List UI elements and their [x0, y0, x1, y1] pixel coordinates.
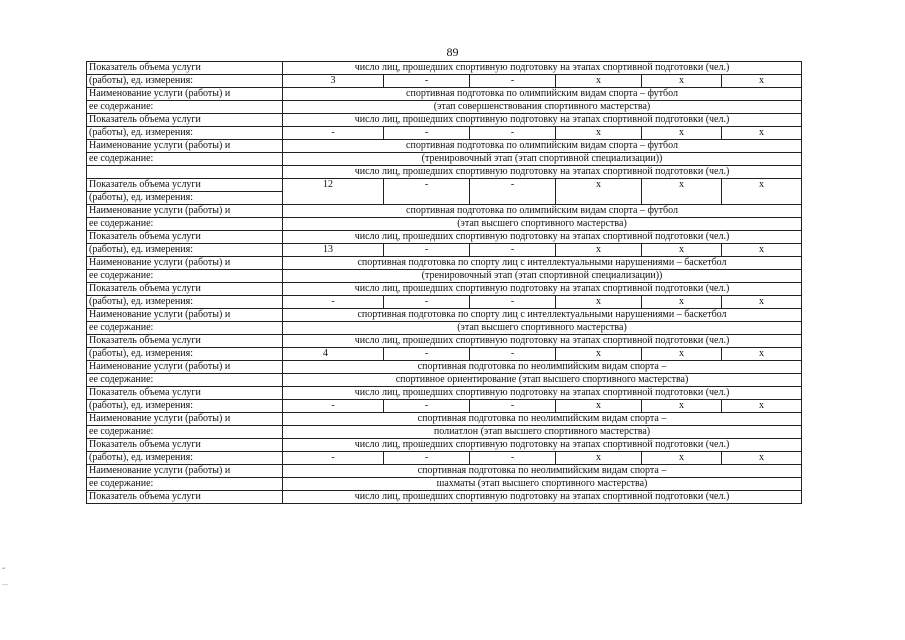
page-number: 89: [446, 45, 459, 59]
row-label: (работы), ед. измерения:: [87, 192, 283, 205]
value-cell: -: [470, 75, 556, 88]
row-label: Наименование услуги (работы) и: [87, 88, 283, 101]
value-cell: х: [556, 244, 642, 257]
values-row: [87, 244, 802, 257]
indicator-row: [87, 335, 802, 348]
indicator-row: [87, 166, 802, 179]
values-row: [87, 75, 802, 88]
value-cell: х: [642, 400, 722, 413]
row-label: (работы), ед. измерения:: [87, 348, 283, 361]
service-name-text: шахматы (этап высшего спортивного мастерства): [283, 478, 802, 491]
row-label: (работы), ед. измерения:: [87, 296, 283, 309]
indicator-text: число лиц, прошедших спортивную подготовку на этапах спортивной подготовки (чел.): [283, 335, 802, 348]
service-name-text: спортивная подготовка по олимпийским видам спорта – футбол: [283, 140, 802, 153]
value-cell: -: [384, 452, 470, 465]
table-body: [87, 62, 802, 504]
values-row: [87, 348, 802, 361]
value-cell: х: [642, 348, 722, 361]
row-label: ее содержание:: [87, 478, 283, 491]
margin-mark: —: [2, 582, 8, 588]
row-label: ее содержание:: [87, 270, 283, 283]
indicator-row: [87, 491, 802, 504]
value-cell: х: [556, 127, 642, 140]
value-cell: -: [470, 296, 556, 309]
value-cell: х: [556, 400, 642, 413]
service-name-row: [87, 374, 802, 387]
value-cell: х: [642, 296, 722, 309]
row-label: Наименование услуги (работы) и: [87, 205, 283, 218]
indicator-text: число лиц, прошедших спортивную подготовку на этапах спортивной подготовки (чел.): [283, 439, 802, 452]
row-label: Показатель объема услуги: [87, 179, 283, 192]
row-label: (работы), ед. измерения:: [87, 127, 283, 140]
indicator-text: число лиц, прошедших спортивную подготовку на этапах спортивной подготовки (чел.): [283, 166, 802, 179]
value-cell: -: [384, 127, 470, 140]
value-cell: х: [556, 75, 642, 88]
value-cell: -: [283, 127, 384, 140]
row-label: (работы), ед. измерения:: [87, 452, 283, 465]
values-row: [87, 127, 802, 140]
row-label: ее содержание:: [87, 322, 283, 335]
row-label: Наименование услуги (работы) и: [87, 361, 283, 374]
row-label: Наименование услуги (работы) и: [87, 140, 283, 153]
row-label: Наименование услуги (работы) и: [87, 309, 283, 322]
service-name-text: спортивная подготовка по олимпийским видам спорта – футбол: [283, 88, 802, 101]
indicator-row: [87, 439, 802, 452]
value-cell: -: [470, 400, 556, 413]
value-cell: -: [470, 452, 556, 465]
value-cell: х: [722, 244, 802, 257]
service-name-row: [87, 218, 802, 231]
service-name-row: [87, 88, 802, 101]
value-cell: 3: [283, 75, 384, 88]
service-name-text: (этап высшего спортивного мастерства): [283, 218, 802, 231]
service-name-text: спортивная подготовка по неолимпийским видам спорта –: [283, 413, 802, 426]
service-name-text: (тренировочный этап (этап спортивной специализации)): [283, 270, 802, 283]
service-name-text: (тренировочный этап (этап спортивной специализации)): [283, 153, 802, 166]
value-cell: х: [556, 452, 642, 465]
value-cell: 4: [283, 348, 384, 361]
value-cell: х: [642, 127, 722, 140]
indicator-text: число лиц, прошедших спортивную подготовку на этапах спортивной подготовки (чел.): [283, 114, 802, 127]
service-name-row: [87, 361, 802, 374]
value-cell: -: [384, 296, 470, 309]
value-cell: х: [642, 452, 722, 465]
values-row: [87, 179, 802, 192]
value-cell: х: [722, 127, 802, 140]
service-name-text: спортивное ориентирование (этап высшего спортивного мастерства): [283, 374, 802, 387]
service-name-row: [87, 140, 802, 153]
value-cell: х: [556, 179, 642, 205]
row-label: ее содержание:: [87, 218, 283, 231]
indicator-text: число лиц, прошедших спортивную подготовку на этапах спортивной подготовки (чел.): [283, 231, 802, 244]
service-name-text: спортивная подготовка по неолимпийским видам спорта –: [283, 465, 802, 478]
row-label: ее содержание:: [87, 153, 283, 166]
value-cell: -: [283, 400, 384, 413]
row-label: (работы), ед. измерения:: [87, 244, 283, 257]
service-name-row: [87, 270, 802, 283]
service-name-text: спортивная подготовка по неолимпийским видам спорта –: [283, 361, 802, 374]
row-label: [87, 166, 283, 179]
row-label: Показатель объема услуги: [87, 439, 283, 452]
indicator-row: [87, 62, 802, 75]
value-cell: х: [642, 244, 722, 257]
service-name-row: [87, 101, 802, 114]
value-cell: -: [283, 296, 384, 309]
values-row: [87, 296, 802, 309]
value-cell: -: [470, 244, 556, 257]
service-name-row: [87, 309, 802, 322]
indicator-text: число лиц, прошедших спортивную подготовку на этапах спортивной подготовки (чел.): [283, 283, 802, 296]
values-row: [87, 400, 802, 413]
value-cell: -: [384, 179, 470, 205]
service-name-row: [87, 465, 802, 478]
service-name-text: спортивная подготовка по олимпийским видам спорта – футбол: [283, 205, 802, 218]
value-cell: -: [384, 244, 470, 257]
row-label: ее содержание:: [87, 374, 283, 387]
row-label: Показатель объема услуги: [87, 114, 283, 127]
value-cell: -: [470, 127, 556, 140]
value-cell: х: [556, 296, 642, 309]
value-cell: х: [722, 400, 802, 413]
indicator-row: [87, 231, 802, 244]
value-cell: х: [722, 348, 802, 361]
value-cell: -: [470, 179, 556, 205]
value-cell: -: [470, 348, 556, 361]
row-label: Показатель объема услуги: [87, 231, 283, 244]
service-name-text: спортивная подготовка по спорту лиц с интеллектуальными нарушениями – баскетбол: [283, 257, 802, 270]
service-name-row: [87, 413, 802, 426]
value-cell: -: [384, 348, 470, 361]
service-name-text: полиатлон (этап высшего спортивного мастерства): [283, 426, 802, 439]
value-cell: х: [642, 179, 722, 205]
value-cell: х: [722, 452, 802, 465]
row-label: Наименование услуги (работы) и: [87, 413, 283, 426]
row-label: Показатель объема услуги: [87, 387, 283, 400]
row-label: Показатель объема услуги: [87, 491, 283, 504]
value-cell: х: [722, 296, 802, 309]
service-name-row: [87, 322, 802, 335]
service-name-row: [87, 478, 802, 491]
row-label: (работы), ед. измерения:: [87, 400, 283, 413]
indicator-text: число лиц, прошедших спортивную подготовку на этапах спортивной подготовки (чел.): [283, 491, 802, 504]
service-name-text: (этап совершенствования спортивного мастерства): [283, 101, 802, 114]
row-label: Показатель объема услуги: [87, 62, 283, 75]
indicator-text: число лиц, прошедших спортивную подготовку на этапах спортивной подготовки (чел.): [283, 387, 802, 400]
row-label: Наименование услуги (работы) и: [87, 257, 283, 270]
value-cell: -: [283, 452, 384, 465]
value-cell: 13: [283, 244, 384, 257]
indicator-row: [87, 114, 802, 127]
value-cell: х: [722, 75, 802, 88]
row-label: (работы), ед. измерения:: [87, 75, 283, 88]
value-cell: -: [384, 400, 470, 413]
service-name-row: [87, 257, 802, 270]
row-label: ее содержание:: [87, 426, 283, 439]
margin-mark: ≡: [2, 566, 6, 572]
service-name-text: спортивная подготовка по спорту лиц с интеллектуальными нарушениями – баскетбол: [283, 309, 802, 322]
row-label: Показатель объема услуги: [87, 283, 283, 296]
service-name-row: [87, 153, 802, 166]
value-cell: -: [384, 75, 470, 88]
values-row: [87, 452, 802, 465]
service-name-row: [87, 205, 802, 218]
value-cell: 12: [283, 179, 384, 205]
row-label: ее содержание:: [87, 101, 283, 114]
row-label: Наименование услуги (работы) и: [87, 465, 283, 478]
row-label: Показатель объема услуги: [87, 335, 283, 348]
value-cell: х: [642, 75, 722, 88]
indicator-row: [87, 387, 802, 400]
services-table: [86, 61, 802, 504]
service-name-row: [87, 426, 802, 439]
service-name-text: (этап высшего спортивного мастерства): [283, 322, 802, 335]
indicator-text: число лиц, прошедших спортивную подготовку на этапах спортивной подготовки (чел.): [283, 62, 802, 75]
value-cell: х: [556, 348, 642, 361]
value-cell: х: [722, 179, 802, 205]
indicator-row: [87, 283, 802, 296]
